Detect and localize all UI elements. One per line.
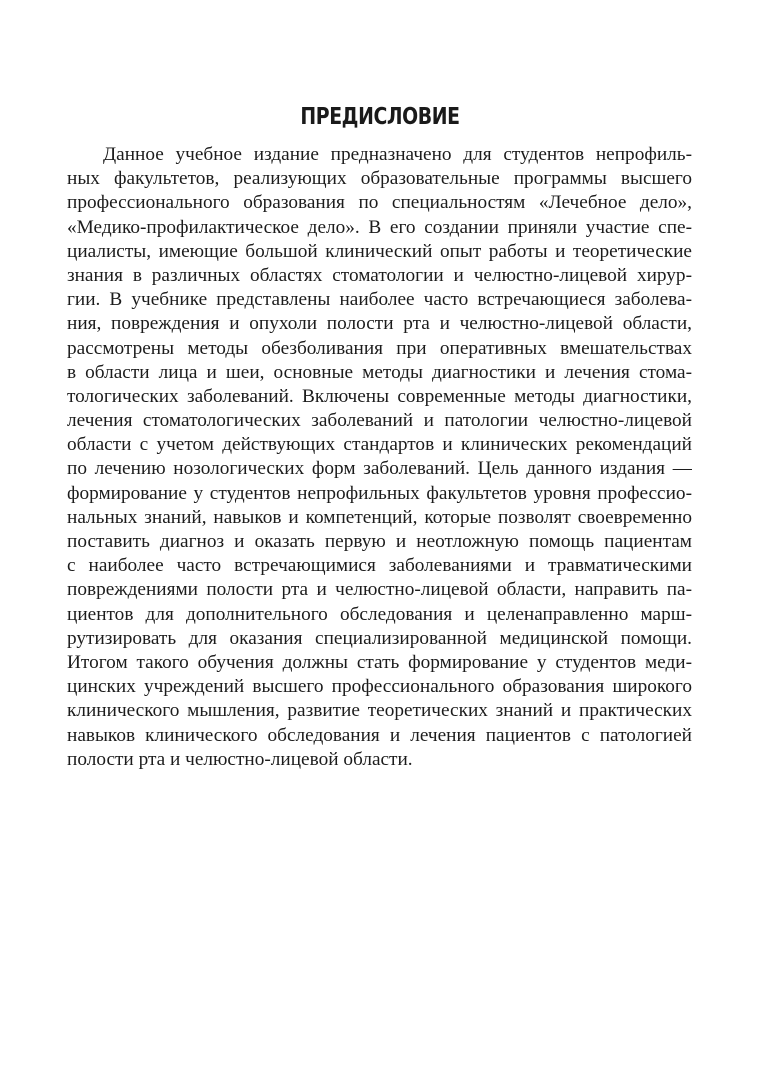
text-line: по лечению нозологических форм заболеваний. Цель данного издания — bbox=[67, 458, 692, 480]
text-line: повреждениями полости рта и челюстно-лицевой области, направить па- bbox=[67, 579, 692, 601]
text-line: Данное учебное издание предназначено для студентов непрофиль- bbox=[103, 144, 692, 165]
text-line: области с учетом действующих стандартов и клинических рекомендаций bbox=[67, 434, 692, 456]
text-line: с наиболее часто встречающимися заболеваниями и травматическими bbox=[67, 555, 692, 577]
text-line: знания в различных областях стоматологии и челюстно-лицевой хирур- bbox=[67, 264, 692, 286]
page-title: ПРЕДИСЛОВИЕ bbox=[300, 104, 460, 130]
text-line: «Медико-профилактическое дело». В его создании приняли участие спе- bbox=[67, 216, 692, 238]
text-line: цинских учреждений высшего профессионального образования широкого bbox=[67, 676, 692, 698]
text-line: ния, повреждения и опухоли полости рта и челюстно-лицевой области, bbox=[67, 313, 692, 335]
text-line: рутизировать для оказания специализированной медицинской помощи. bbox=[67, 627, 692, 649]
text-line: циалисты, имеющие большой клинический опыт работы и теоретические bbox=[67, 240, 692, 262]
text-line: гии. В учебнике представлены наиболее часто встречающиеся заболева- bbox=[67, 289, 692, 311]
text-line: циентов для дополнительного обследования и целенаправленно марш- bbox=[67, 603, 692, 625]
text-line: Итогом такого обучения должны стать формирование у студентов меди- bbox=[67, 651, 692, 673]
text-line: поставить диагноз и оказать первую и неотложную помощь пациентам bbox=[67, 531, 692, 552]
text-line: ных факультетов, реализующих образовательные программы высшего bbox=[67, 168, 692, 190]
text-line: полости рта и челюстно-лицевой области. bbox=[67, 748, 413, 770]
text-line: навыков клинического обследования и лечения пациентов с патологией bbox=[67, 724, 692, 746]
text-line: клинического мышления, развитие теоретических знаний и практических bbox=[67, 700, 692, 722]
text-line: профессионального образования по специальностям «Лечебное дело», bbox=[67, 192, 692, 214]
text-line: нальных знаний, навыков и компетенций, которые позволят своевременно bbox=[67, 506, 692, 528]
text-line: формирование у студентов непрофильных факультетов уровня профессио- bbox=[67, 482, 692, 504]
text-line: в области лица и шеи, основные методы диагностики и лечения стома- bbox=[67, 361, 692, 383]
text-line: тологических заболеваний. Включены современные методы диагностики, bbox=[67, 385, 692, 407]
text-line: рассмотрены методы обезболивания при оперативных вмешательствах bbox=[67, 337, 692, 359]
preface-paragraph bbox=[67, 143, 692, 772]
text-line: лечения стоматологических заболеваний и патологии челюстно-лицевой bbox=[67, 410, 692, 432]
